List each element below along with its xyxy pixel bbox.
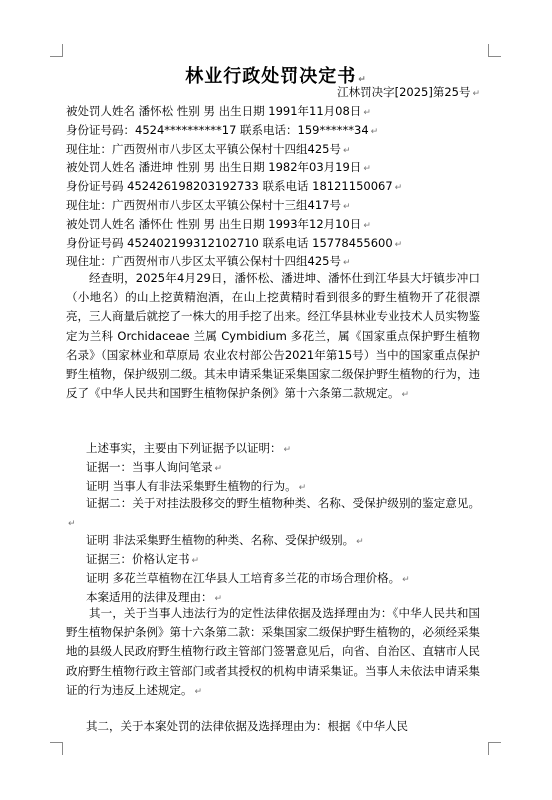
reason-one-paragraph: 其一，关于当事人违法行为的定性法律依据及选择理由为：《中华人民共和国野生植物保护条例》第十六条第二款：采集国家二级保护野生植物的，必须经采集地的县级人民政府野生植物行政主管部门签署意见后，向省、自治区、直辖市人民政府野生植物行政主管部门或者其授权的机构申请采集证。当事人未依法申请采集证的行为违反上述规定。 ↵ (66, 606, 480, 697)
crop-mark-bottom-left (50, 742, 63, 755)
document-number: 江林罚决字[2025]第25号 ↵ (337, 85, 480, 99)
party-3-id-line: 身份证号码 452402199312102710 联系电话 15778455600 ↵ (66, 236, 403, 250)
evidence-proof-1: 证明 当事人有非法采集野生植物的行为。 ↵ (86, 479, 307, 493)
law-intro: 本案适用的法律及理由： ↵ (86, 590, 223, 604)
evidence-item-3: 证据三：价格认定书 ↵ (86, 552, 200, 566)
evidence-proof-2: 证明 非法采集野生植物的种类、名称、受保护级别。 ↵ (86, 533, 364, 547)
evidence-proof-3: 证明 多花兰草植物在江华县人工培育多兰花的市场合理价格。 ↵ (86, 571, 410, 585)
reason-two-paragraph: 其二，关于本案处罚的法律依据及选择理由为：根据《中华人民 (86, 719, 408, 733)
crop-mark-top-right (488, 44, 501, 57)
document-title: 林业行政处罚决定书 ↵ (185, 66, 367, 87)
crop-mark-top-left (50, 44, 63, 57)
crop-mark-bottom-right (488, 742, 501, 755)
party-1-name-line: 被处罚人姓名 潘怀松 性别 男 出生日期 1991年11月08日 ↵ (66, 104, 371, 118)
party-2-id-line: 身份证号码 452426198203192733 联系电话 18121150067 ↵ (66, 179, 403, 193)
facts-paragraph: 经查明，2025年4月29日，潘怀松、潘进坤、潘怀仕到江华县大圩镇步冲口（小地名）的山上挖黄精泡酒，在山上挖黄精时看到很多的野生植物开了花很漂亮，三人商量后就挖了一株大的用手挖了出来。经江华县林业专业技术人员实物鉴定为兰科 Orchidaceae 兰属 Cymbidium 多花兰，属《国家重点保护野生植物名录》（国家林业和草原局 农业农村部公告2021年第15号）当中的国家重点保护野生植物，保护级别二级。其未申请采集证采集国家二级保护野生植物的行为，违反了《中华人民共和国野生植物保护条例》第十六条第二款规定。 ↵ (66, 271, 480, 401)
evidence-item-1: 证据一：当事人询问笔录 ↵ (86, 460, 223, 474)
party-3-name-line: 被处罚人姓名 潘怀仕 性别 男 出生日期 1993年12月10日 ↵ (66, 217, 371, 231)
party-3-address-line: 现住址：广西贺州市八步区太平镇公保村十四组425号 ↵ (66, 254, 351, 268)
party-2-address-line: 现住址：广西贺州市八步区太平镇公保村十三组417号 ↵ (66, 198, 351, 212)
party-2-name-line: 被处罚人姓名 潘进坤 性别 男 出生日期 1982年03月19日 ↵ (66, 160, 371, 174)
evidence-item-2: 证据二：关于对挂法股移交的野生植物种类、名称、受保护级别的鉴定意见。↵ (68, 496, 480, 530)
evidence-intro: 上述事实，主要由下列证据予以证明： ↵ (86, 441, 292, 455)
party-1-address-line: 现住址：广西贺州市八步区太平镇公保村十四组425号 ↵ (66, 142, 351, 156)
party-1-id-line: 身份证号码：4524**********17 联系电话：159******34 ↵ (66, 123, 379, 137)
